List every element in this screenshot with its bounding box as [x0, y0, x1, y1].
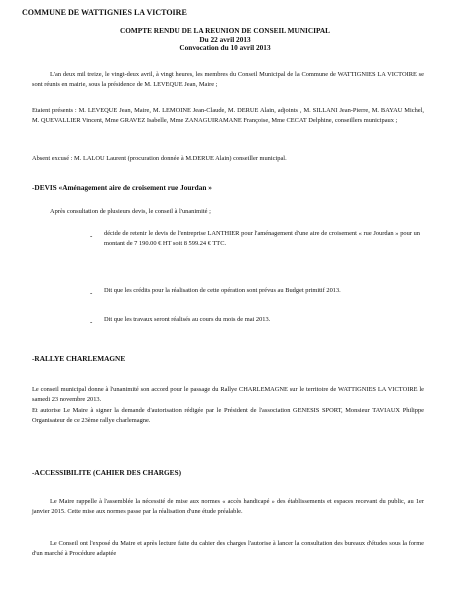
- access-paragraph-1: Le Maire rappelle à l'assemblée la nécessité de mise aux normes « accès handicapé » des établissements et espaces recevant du public, au 1er janvier 2015. Cette mise aux normes passe par la réalisation d'une étude préalable.: [32, 498, 424, 516]
- section-title-accessibilite: -ACCESSIBILITE (CAHIER DES CHARGES): [32, 468, 182, 477]
- rallye-paragraph-1: Le conseil municipal donne à l'unanimité son accord pour le passage du Rallye CHARLEMAGNE sur le territoire de WATTIGNIES LA VICTOIRE le samedi 23 novembre 2013.: [32, 386, 424, 404]
- absent-paragraph: Absent excusé : M. LALOU Laurent (procuration donnée à M.DERUE Alain) conseiller municipal.: [32, 155, 287, 162]
- devis-item: Dit que les travaux seront réalisés au cours du mois de mai 2013.: [104, 316, 271, 323]
- bullet-marker: -: [90, 289, 93, 297]
- commune-name: COMMUNE DE WATTIGNIES LA VICTOIRE: [22, 8, 187, 17]
- section-title-devis: -DEVIS «Aménagement aire de croisement rue Jourdan »: [32, 183, 212, 192]
- intro-paragraph: L'an deux mil treize, le vingt-deux avril, à vingt heures, les membres du Conseil Municipal de la Commune de WATTIGNIES LA VICTOIRE se sont réunis en mairie, sous la présidence de M. LEVEQUE Jean, Maire ;: [32, 71, 424, 89]
- rallye-paragraph-2: Et autorise Le Maire à signer la demande d'autorisation rédigée par le Président de l'association GENESIS SPORT, Monsieur TAVIAUX Philippe Organisateur de ce 23ème rallye charlemagne.: [32, 407, 424, 425]
- document-header: [0, 27, 450, 53]
- devis-item: Dit que les crédits pour la réalisation de cette opération sont prévus au Budget primitif 2013.: [104, 287, 341, 294]
- bullet-marker: -: [90, 232, 93, 240]
- convocation-date: Convocation du 10 avril 2013: [179, 43, 271, 53]
- presents-paragraph: Etaient présents : M. LEVEQUE Jean, Maire, M. LEMOINE Jean-Claude, M. DERUE Alain, adjoints , M. SILLANI Jean-Pierre, M. BAYAU Michel, M. QUEVALLIER Vincent, Mme GRAVEZ Isabelle, Mme ZANAGUIRAMANE Françoise, Mme CECAT Delphine, conseillers municipaux ;: [32, 107, 424, 125]
- devis-item: décide de retenir le devis de l'entreprise LANTHIER pour l'aménagement d'une aire de croisement « rue Jourdan » pour un montant de 7 190.00 € HT soit 8 599.24 € TTC.: [104, 230, 420, 248]
- access-paragraph-2: Le Conseil ont l'exposé du Maire et après lecture faite du cahier des charges l'autorise à lancer la consultation des bureaux d'études sous la forme d'un marché à Procédure adaptée: [32, 540, 424, 558]
- bullet-marker: -: [90, 318, 93, 326]
- meeting-date: Du 22 avril 2013: [199, 34, 251, 44]
- document-title: COMPTE RENDU DE LA REUNION DE CONSEIL MUNICIPAL: [119, 26, 331, 35]
- devis-intro: Après consultation de plusieurs devis, le conseil à l'unanimité ;: [50, 208, 211, 215]
- section-title-rallye: -RALLYE CHARLEMAGNE: [32, 354, 126, 363]
